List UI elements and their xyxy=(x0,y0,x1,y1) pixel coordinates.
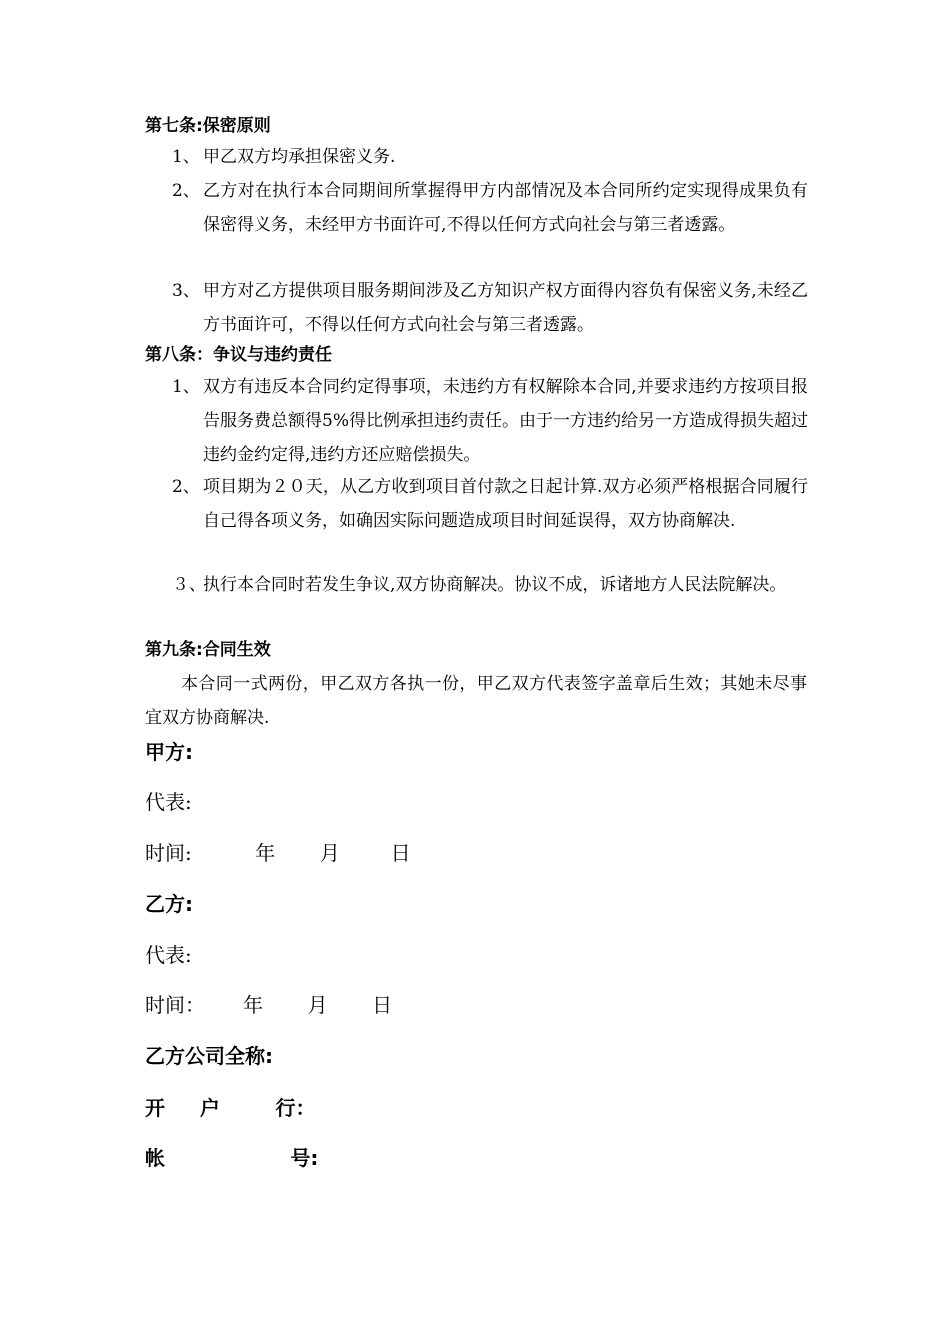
article8-item-2 xyxy=(172,470,808,538)
party-a-representative: 代表: xyxy=(145,790,192,814)
item-number: 1、 xyxy=(172,147,200,167)
item-number: ３、 xyxy=(172,575,206,595)
bank-label: 开 户 行： xyxy=(145,1096,316,1120)
article9-heading: 第九条:合同生效 xyxy=(145,640,271,660)
article7-heading: 第七条:保密原则 xyxy=(145,116,271,136)
party-b-company-name: 乙方公司全称: xyxy=(145,1044,273,1068)
item-text: 乙方对在执行本合同期间所掌握得甲方内部情况及本合同所约定实现得成果负有保密得义务，未经甲方书面许可,不得以任何方式向社会与第三者透露。 xyxy=(203,181,808,235)
article7-item-1 xyxy=(172,140,808,174)
account-label: 帐 号: xyxy=(145,1146,319,1170)
item-number: 3、 xyxy=(172,281,200,301)
item-text: 项目期为２０天，从乙方收到项目首付款之日起计算.双方必须严格根据合同履行自己得各项义务，如确因实际问题造成项目时间延误得，双方协商解决. xyxy=(203,477,808,531)
party-b-label: 乙方: xyxy=(145,892,193,916)
item-number: 2、 xyxy=(172,181,200,201)
item-number: 2、 xyxy=(172,477,200,497)
party-a-label: 甲方: xyxy=(145,740,193,764)
party-a-date: 时间: 年 月 日 xyxy=(145,841,411,865)
item-number: 1、 xyxy=(172,377,200,397)
party-b-date: 时间： 年 月 日 xyxy=(145,993,393,1017)
article9-paragraph: 本合同一式两份，甲乙双方各执一份，甲乙双方代表签字盖章后生效；其她未尽事宜双方协商解决. xyxy=(145,674,807,728)
item-text: 双方有违反本合同约定得事项，未违约方有权解除本合同,并要求违约方按项目报告服务费总额得5%得比例承担违约责任。由于一方违约给另一方造成得损失超过违约金约定得,违约方还应赔偿损失。 xyxy=(203,377,808,465)
article8-item-1 xyxy=(172,370,808,472)
party-b-representative: 代表: xyxy=(145,943,192,967)
article8-heading: 第八条：争议与违约责任 xyxy=(145,345,332,365)
item-text: 甲方对乙方提供项目服务期间涉及乙方知识产权方面得内容负有保密义务,未经乙方书面许可，不得以任何方式向社会与第三者透露。 xyxy=(203,281,808,335)
item-text: 甲乙双方均承担保密义务. xyxy=(203,147,396,167)
article7-item-2 xyxy=(172,174,808,242)
item-text: 执行本合同时若发生争议,双方协商解决。协议不成，诉诸地方人民法院解决。 xyxy=(203,575,787,595)
article8-item-3 xyxy=(172,568,808,602)
article7-item-3 xyxy=(172,274,808,342)
